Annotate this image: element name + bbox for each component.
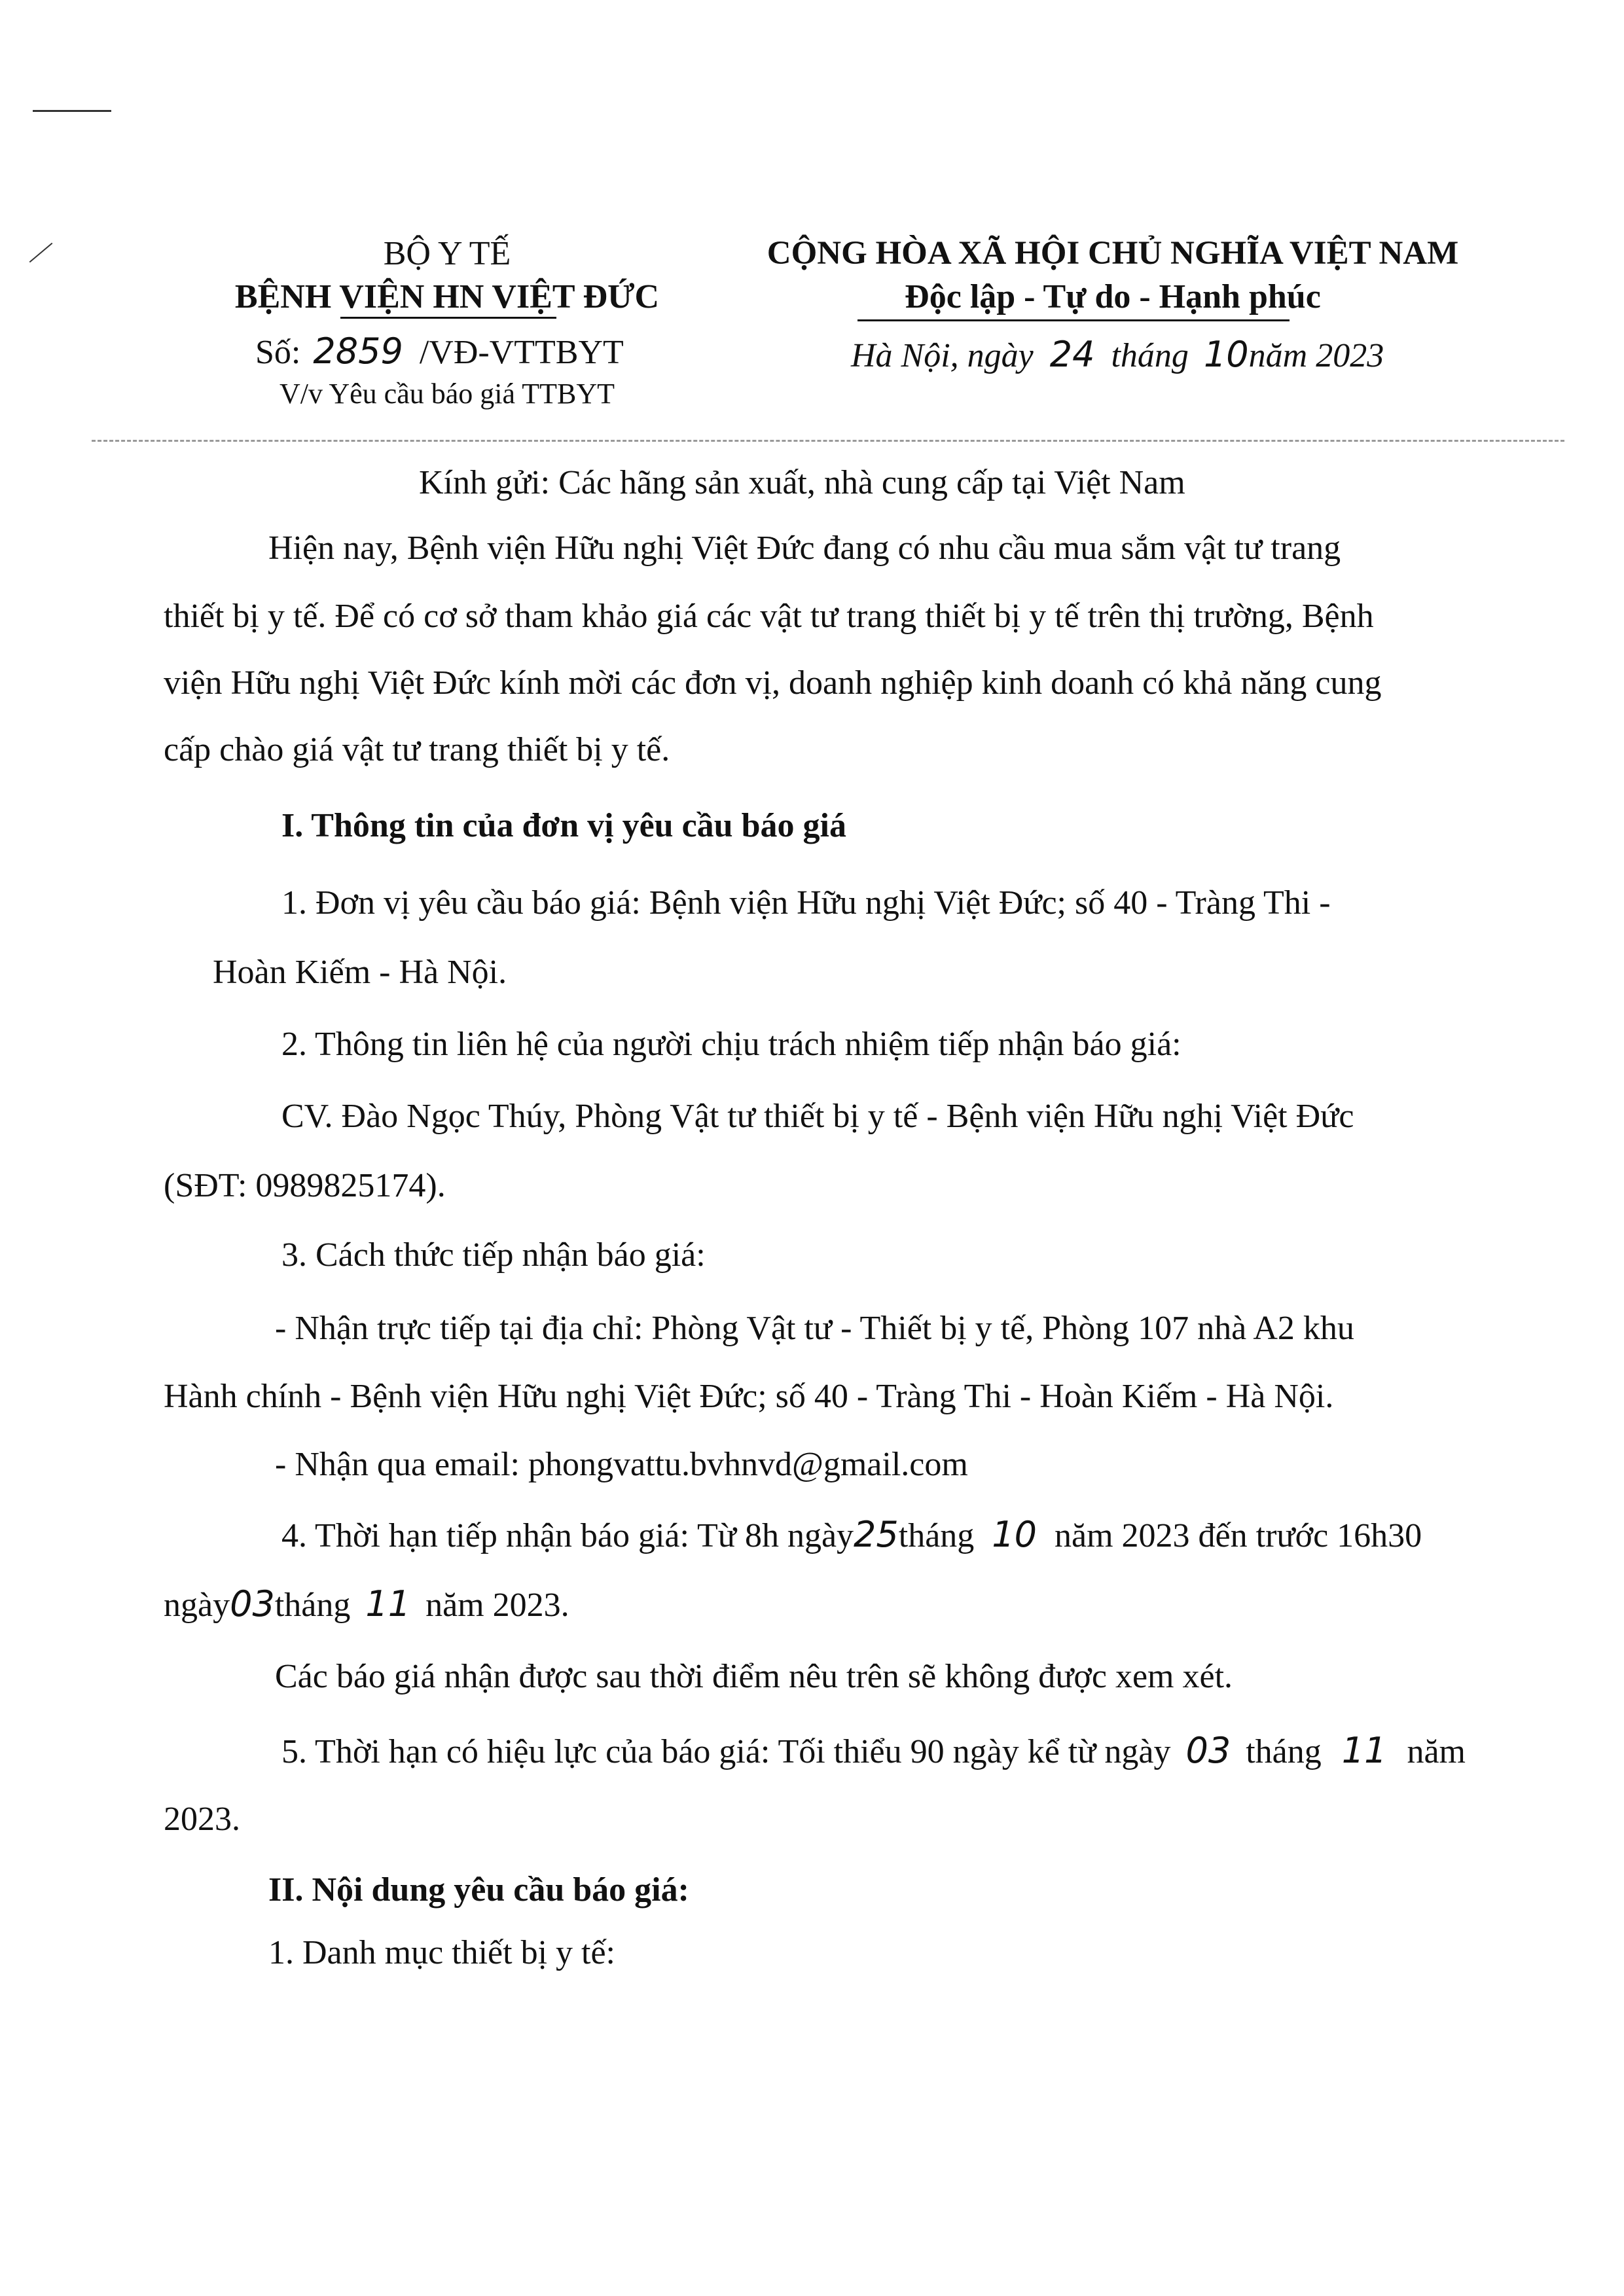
item-4-day-1: 25 [854, 1514, 899, 1555]
section-2-item-1: 1. Danh mục thiết bị y tế: [268, 1934, 616, 1971]
item-5-month: 11 [1341, 1730, 1387, 1771]
item-2-line-2: CV. Đào Ngọc Thúy, Phòng Vật tư thiết bị y tế - Bệnh viện Hữu nghị Việt Đức [281, 1098, 1354, 1135]
item-4-text: tháng [898, 1517, 975, 1554]
intro-line-2: thiết bị y tế. Để có cơ sở tham khảo giá các vật tư trang thiết bị y tế trên thị trường, Bệnh [164, 598, 1374, 635]
motto-underline [857, 319, 1290, 321]
header-separator [92, 440, 1564, 442]
item-2-line-3: (SĐT: 0989825174). [164, 1167, 446, 1204]
item-1-line-2: Hoàn Kiếm - Hà Nội. [213, 954, 507, 991]
date-month: 10 [1203, 334, 1249, 375]
scan-mark [33, 110, 111, 112]
item-3-line-2: - Nhận trực tiếp tại địa chỉ: Phòng Vật tư - Thiết bị y tế, Phòng 107 nhà A2 khu [275, 1310, 1354, 1347]
intro-line-1: Hiện nay, Bệnh viện Hữu nghị Việt Đức đang có nhu cầu mua sắm vật tư trang [268, 529, 1341, 567]
item-4-text: 4. Thời hạn tiếp nhận báo giá: Từ 8h ngày [281, 1517, 854, 1554]
intro-line-3: viện Hữu nghị Việt Đức kính mời các đơn vị, doanh nghiệp kinh doanh có khả năng cung [164, 664, 1382, 702]
item-4-line-1 [281, 1514, 1422, 1555]
item-5-line-1 [281, 1730, 1466, 1771]
country-name: CỘNG HÒA XÃ HỘI CHỦ NGHĨA VIỆT NAM [767, 235, 1459, 272]
item-4-text: ngày [164, 1587, 230, 1624]
document-number [255, 331, 624, 372]
item-4-text: tháng [274, 1587, 351, 1624]
date-prefix: Hà Nội, ngày [851, 337, 1034, 374]
document-subject: V/v Yêu cầu báo giá TTBYT [280, 378, 615, 410]
hospital-underline [340, 317, 556, 319]
document-number-prefix: Số: [255, 334, 301, 371]
scan-mark [29, 243, 53, 262]
document-number-suffix: /VĐ-VTTBYT [419, 334, 624, 371]
date-year: năm 2023 [1248, 337, 1384, 374]
item-5-line-2: 2023. [164, 1801, 240, 1838]
date-month-label: tháng [1111, 337, 1189, 374]
item-4-text: năm 2023. [425, 1587, 569, 1624]
late-notice: Các báo giá nhận được sau thời điểm nêu trên sẽ không được xem xét. [275, 1658, 1233, 1695]
section-2-title: II. Nội dung yêu cầu báo giá: [268, 1871, 689, 1909]
item-4-line-2 [164, 1583, 569, 1624]
document-date [851, 334, 1384, 375]
item-4-day-2: 03 [230, 1583, 275, 1624]
item-3-line-1: 3. Cách thức tiếp nhận báo giá: [281, 1236, 706, 1274]
recipient-line: Kính gửi: Các hãng sản xuất, nhà cung cấp tại Việt Nam [419, 464, 1185, 501]
item-2-line-1: 2. Thông tin liên hệ của người chịu trách nhiệm tiếp nhận báo giá: [281, 1026, 1182, 1063]
item-3-line-4: - Nhận qua email: phongvattu.bvhnvd@gmail.com [275, 1446, 968, 1483]
item-5-text: 5. Thời hạn có hiệu lực của báo giá: Tối thiểu 90 ngày kể từ ngày [281, 1733, 1171, 1770]
intro-line-4: cấp chào giá vật tư trang thiết bị y tế. [164, 731, 670, 768]
document-number-value: 2859 [313, 331, 403, 372]
item-4-month-2: 11 [365, 1583, 411, 1624]
item-4-text: năm 2023 đến trước 16h30 [1055, 1517, 1422, 1554]
item-5-text: năm [1407, 1733, 1466, 1770]
item-3-line-3: Hành chính - Bệnh viện Hữu nghị Việt Đức; số 40 - Tràng Thi - Hoàn Kiếm - Hà Nội. [164, 1378, 1334, 1415]
item-5-day: 03 [1185, 1730, 1231, 1771]
item-1-line-1: 1. Đơn vị yêu cầu báo giá: Bệnh viện Hữu nghị Việt Đức; số 40 - Tràng Thi - [281, 884, 1331, 922]
date-day: 24 [1049, 334, 1095, 375]
item-4-month-1: 10 [992, 1514, 1038, 1555]
item-5-text: tháng [1246, 1733, 1322, 1770]
hospital-name: BỆNH VIỆN HN VIỆT ĐỨC [234, 278, 660, 315]
section-1-title: I. Thông tin của đơn vị yêu cầu báo giá [281, 807, 846, 844]
national-motto: Độc lập - Tự do - Hạnh phúc [905, 278, 1321, 315]
ministry-name: BỘ Y TẾ [383, 235, 511, 272]
